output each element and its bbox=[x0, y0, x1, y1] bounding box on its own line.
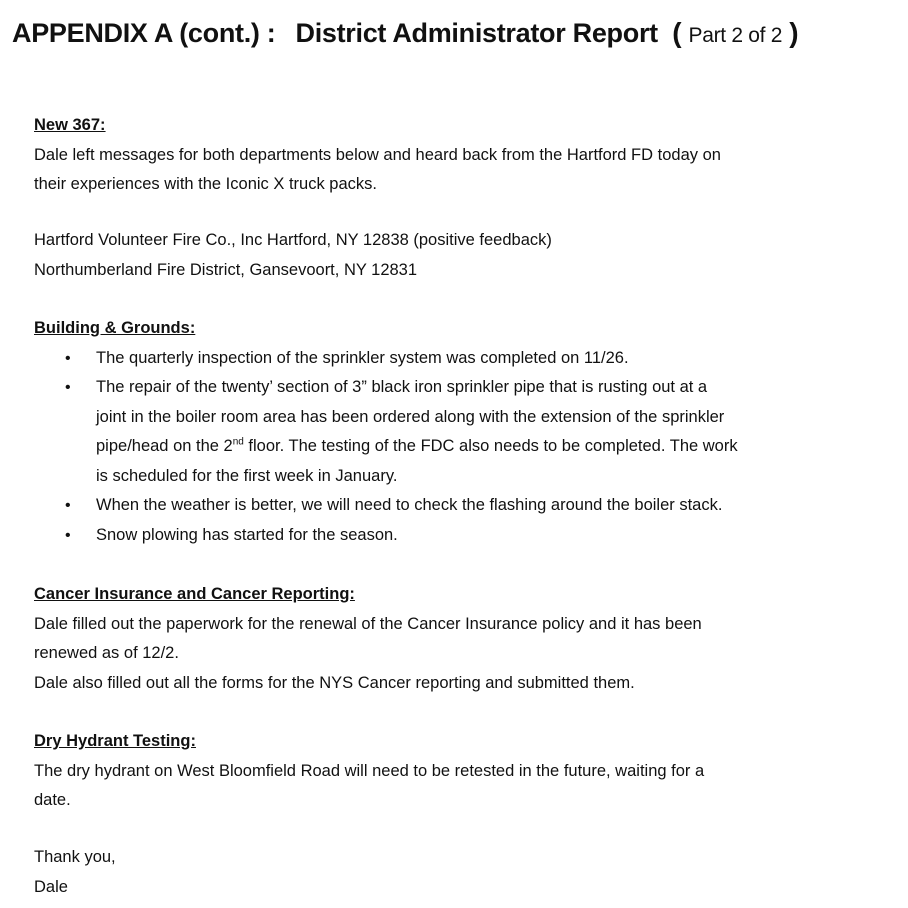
part-indicator: Part 2 of 2 bbox=[688, 24, 783, 47]
list-item-text: is scheduled for the first week in January. bbox=[96, 466, 398, 485]
list-item-text: Snow plowing has started for the season. bbox=[96, 525, 398, 544]
department-hartford: Hartford Volunteer Fire Co., Inc Hartford, NY 12838 (positive feedback) bbox=[34, 231, 552, 249]
bullet-icon: • bbox=[65, 379, 71, 396]
list-item bbox=[34, 491, 864, 521]
section-building-grounds bbox=[34, 314, 864, 550]
list-item-text: The repair of the twenty’ section of 3” black iron sprinkler pipe that is rusting out at a bbox=[96, 378, 708, 396]
bullet-icon: • bbox=[65, 497, 71, 514]
appendix-label: APPENDIX A (cont.) : bbox=[12, 18, 276, 48]
list-item-text: When the weather is better, we will need to check the flashing around the boiler stack. bbox=[96, 496, 723, 514]
bullet-icon: • bbox=[65, 349, 71, 367]
department-northumberland: Northumberland Fire District, Gansevoort, NY 12831 bbox=[34, 260, 418, 279]
section-heading-new-367: New 367: bbox=[34, 116, 106, 134]
report-title: District Administrator Report bbox=[295, 18, 658, 48]
list-item bbox=[34, 373, 864, 491]
signature-name: Dale bbox=[34, 877, 68, 896]
text-line: their experiences with the Iconic X truck packs. bbox=[34, 175, 377, 193]
department-list bbox=[34, 226, 864, 285]
section-new-367 bbox=[34, 111, 864, 200]
text-line: date. bbox=[34, 791, 71, 809]
section-heading-cancer: Cancer Insurance and Cancer Reporting: bbox=[34, 585, 355, 603]
list-item-text: floor. The testing of the FDC also needs to be completed. The work bbox=[243, 437, 738, 455]
closing bbox=[34, 843, 864, 902]
list-item bbox=[34, 344, 864, 374]
list-item-text: joint in the boiler room area has been ordered along with the extension of the sprinkler bbox=[96, 407, 725, 426]
bullet-list bbox=[34, 344, 864, 551]
bullet-icon: • bbox=[65, 526, 71, 544]
part-open-paren: ( bbox=[672, 17, 682, 48]
closing-thanks: Thank you, bbox=[34, 848, 116, 866]
ordinal-suffix: nd bbox=[232, 436, 244, 448]
section-dry-hydrant bbox=[34, 727, 864, 816]
list-item-text: The quarterly inspection of the sprinkler system was completed on 11/26. bbox=[96, 348, 629, 367]
text-line: Dale left messages for both departments below and heard back from the Hartford FD today on bbox=[34, 145, 721, 164]
text-line: Dale also filled out all the forms for the NYS Cancer reporting and submitted them. bbox=[34, 673, 635, 692]
page-header bbox=[12, 17, 798, 49]
section-cancer bbox=[34, 580, 864, 698]
text-line: The dry hydrant on West Bloomfield Road will need to be retested in the future, waiting for a bbox=[34, 761, 705, 780]
list-item-text: pipe/head on the 2 bbox=[96, 437, 233, 455]
list-item bbox=[34, 521, 864, 551]
text-line: renewed as of 12/2. bbox=[34, 644, 179, 662]
text-line: Dale filled out the paperwork for the renewal of the Cancer Insurance policy and it has been bbox=[34, 614, 702, 633]
section-heading-dry-hydrant: Dry Hydrant Testing: bbox=[34, 732, 196, 750]
section-heading-building-grounds: Building & Grounds: bbox=[34, 319, 196, 337]
part-close-paren: ) bbox=[789, 17, 799, 48]
